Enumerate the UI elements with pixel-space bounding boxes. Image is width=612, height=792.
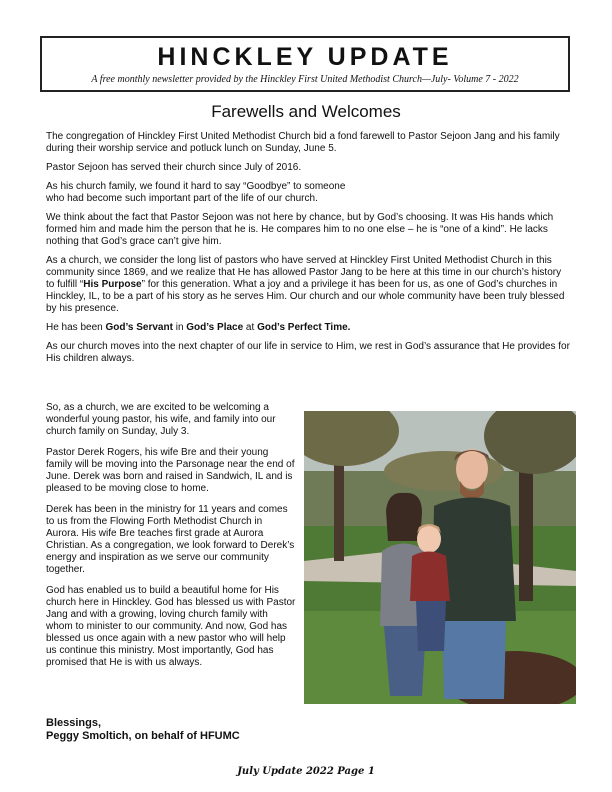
paragraph-welcome: So, as a church, we are excited to be welcoming a wonderful young pastor, his wife, and family into our church family on Sunday, July 3.: [46, 402, 276, 437]
paragraph-goodbye: [46, 181, 570, 205]
servant-bold-c: God’s Perfect Time.: [257, 322, 351, 333]
goodbye-line-2: who had become such important part of the life of our church.: [46, 193, 318, 204]
goodbye-line-1: As his church family, we found it hard to say “Goodbye” to someone: [46, 181, 346, 192]
newsletter-subtitle: A free monthly newsletter provided by the Hinckley First United Methodist Church—July- Volume 7 - 2022: [91, 74, 519, 85]
family-photo: [304, 411, 576, 704]
welcome-column: [46, 402, 296, 678]
paragraph-ministry: Derek has been in the ministry for 11 years and comes to us from the Flowing Forth Methodist Church in Aurora. His wife Bre teaches first grade at Aurora Christian. As a congregation, we look forward to Derek’s energy and inspiration as we serve our community together.: [46, 504, 295, 575]
signoff: [46, 717, 240, 743]
servant-bold-a: God’s Servant: [105, 322, 173, 333]
masthead: [40, 36, 570, 92]
signoff-author: Peggy Smoltich, on behalf of HFUMC: [46, 730, 240, 742]
servant-text-a: He has been: [46, 322, 106, 333]
paragraph-farewell: The congregation of Hinckley First United Methodist Church bid a fond farewell to Pastor Sejoon Jang and his family during their worship service and potluck lunch on Sunday, June 5.: [46, 131, 560, 154]
page-footer: July Update 2022 Page 1: [237, 766, 375, 777]
article-body: [46, 131, 570, 372]
paragraph-blessing: God has enabled us to build a beautiful home for His church here in Hinckley. God has blessed us with Pastor Jang and with a growing, loving church family with whom to minister to our community. And now, God has blessed us once again with a new pastor who will help us continue this ministry. Most importantly, God has promised that He is with us always.: [46, 585, 296, 668]
paragraph-service: Pastor Sejoon has served their church since July of 2016.: [46, 162, 302, 173]
paragraph-chance: We think about the fact that Pastor Sejoon was not here by chance, but by God’s choosing. It was His hands which formed him and made him the person that he is. He compares him to no one else – he is “one of a kind”. He lacks nothing that God’s grace can’t give him.: [46, 212, 554, 247]
paragraph-servant: [46, 322, 570, 334]
family-photo-illustration: [304, 411, 576, 704]
servant-bold-b: God’s Place: [186, 322, 244, 333]
history-text-a: As a church, we consider the long list of pastors who have served at Hinckley First United Methodist Church in this community since 1869, and we realize that He has allowed Pastor Jang to be here at this time in our church’s history to fulfill “: [46, 255, 562, 290]
paragraph-next-chapter: As our church moves into the next chapter of our life in service to Him, we rest in God’s assurance that He provides for His children always.: [46, 341, 570, 364]
article-headline: Farewells and Welcomes: [211, 102, 401, 121]
paragraph-new-pastor: Pastor Derek Rogers, his wife Bre and their young family will be moving into the Parsonage near the end of June. Derek was born and raised in Sandwich, IL and is pleased to be moving close to home.: [46, 447, 295, 494]
servant-text-c: at: [243, 322, 258, 333]
his-purpose-emphasis: His Purpose: [83, 279, 142, 290]
paragraph-history: [46, 255, 570, 315]
servant-text-b: in: [172, 322, 187, 333]
signoff-greeting: Blessings,: [46, 717, 102, 729]
history-text-b: ” for this generation. What a joy and a privilege it has been for us, as one of God’s churches in Hinckley, IL, to be a part of his story as he serves Him. Our church and our whole community have been truly blessed by his presence.: [46, 279, 565, 314]
newsletter-title: HINCKLEY UPDATE: [157, 43, 453, 71]
